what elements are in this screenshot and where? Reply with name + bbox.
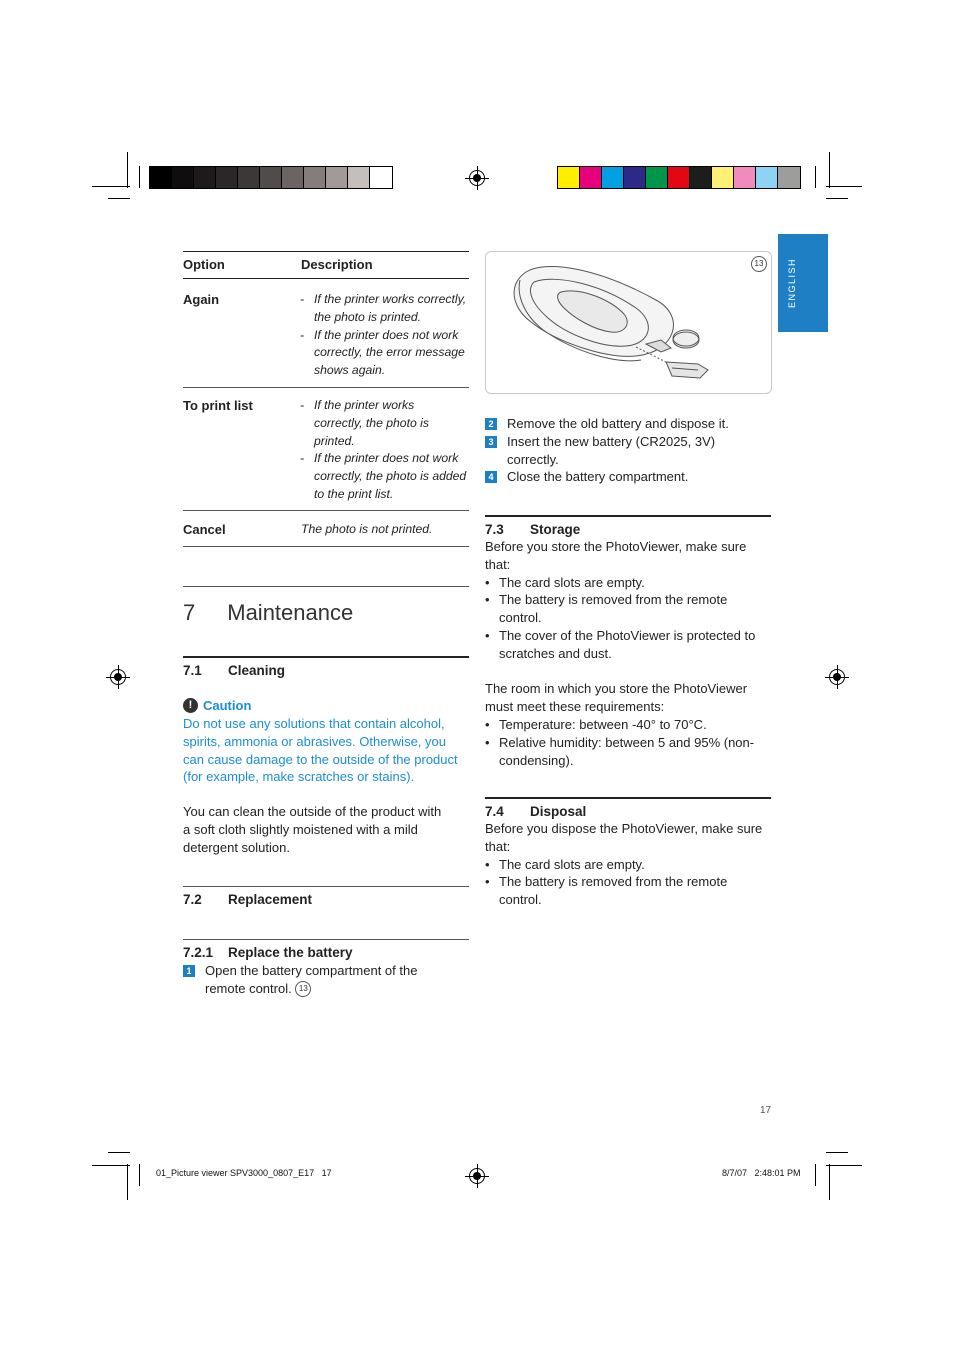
section-storage-heading: 7.3 Storage — [485, 522, 581, 537]
step-number-badge: 2 — [485, 418, 497, 430]
crop-mark — [815, 1164, 816, 1186]
table-header-option: Option — [183, 257, 225, 272]
chapter-number: 7 — [183, 600, 196, 625]
language-side-tab — [778, 234, 828, 332]
table-header-rule — [183, 278, 469, 279]
crop-mark — [826, 186, 862, 187]
grayscale-color-bar — [149, 166, 393, 189]
battery-step-3: 3 Insert the new battery (CR2025, 3V) correctly. — [485, 433, 775, 469]
cleaning-body: You can clean the outside of the product with a soft cloth slightly moistened with a mild detergent solution. — [183, 804, 442, 855]
color-swatch — [712, 167, 734, 188]
registration-mark-icon — [110, 669, 126, 685]
color-swatch — [172, 167, 194, 188]
color-swatch — [646, 167, 668, 188]
battery-steps-list — [485, 415, 775, 486]
color-swatch — [756, 167, 778, 188]
color-swatch — [282, 167, 304, 188]
color-swatch — [194, 167, 216, 188]
color-swatch — [690, 167, 712, 188]
section-rule — [183, 656, 469, 658]
disposal-body: Before you dispose the PhotoViewer, make sure that: • The card slots are empty. • The battery is removed from the remote control. — [485, 820, 775, 909]
caution-heading — [183, 697, 251, 715]
option-to-print-list-description: - If the printer works correctly, the photo is printed. - If the printer does not work correctly, the photo is added to the print list. — [300, 397, 475, 504]
crop-mark — [92, 1165, 130, 1166]
battery-step-1: 1 Open the battery compartment of the remote control. 13 — [183, 962, 473, 998]
remote-control-illustration — [486, 252, 771, 393]
crop-mark — [139, 1164, 140, 1186]
color-swatch — [348, 167, 370, 188]
chapter-title: Maintenance — [227, 600, 354, 625]
table-top-rule — [183, 251, 469, 252]
chapter-heading — [183, 600, 353, 626]
section-replace-battery-heading: 7.2.1 Replace the battery — [183, 945, 353, 960]
crop-mark — [829, 1164, 830, 1200]
section-rule — [183, 886, 469, 887]
color-swatch — [734, 167, 756, 188]
crop-mark — [826, 198, 848, 199]
battery-step-4: 4 Close the battery compartment. — [485, 468, 775, 486]
color-swatch — [580, 167, 602, 188]
crop-mark — [826, 1152, 848, 1153]
caution-title: Caution — [203, 698, 252, 713]
crop-mark — [127, 1164, 128, 1200]
crop-mark — [815, 166, 816, 188]
color-swatch — [238, 167, 260, 188]
crop-mark — [826, 1165, 862, 1166]
crop-mark — [92, 186, 130, 187]
step-number-badge: 3 — [485, 436, 497, 448]
color-swatch — [150, 167, 172, 188]
section-rule — [485, 515, 771, 517]
section-replacement-heading: 7.2 Replacement — [183, 892, 313, 907]
battery-step-2: 2 Remove the old battery and dispose it. — [485, 415, 775, 433]
crop-mark — [108, 198, 130, 199]
figure-number-badge: 13 — [751, 256, 767, 272]
caution-text: Do not use any solutions that contain alcohol, spirits, ammonia or abrasives. Otherwise, you can cause damage to the outside of the product (for example, make scratches or stains). — [183, 716, 458, 785]
table-row-rule — [183, 387, 469, 388]
chapter-rule — [183, 586, 469, 587]
option-cancel: Cancel — [183, 522, 226, 537]
registration-mark-icon — [469, 170, 485, 186]
option-cancel-description: The photo is not printed. — [301, 522, 433, 536]
registration-mark-icon — [469, 1168, 485, 1184]
crop-mark — [127, 152, 128, 188]
option-again-description: - If the printer works correctly, the photo is printed. - If the printer does not work correctly, the error message shows again. — [300, 291, 475, 380]
table-header-description: Description — [301, 257, 373, 272]
color-swatch — [558, 167, 580, 188]
step-number-badge: 4 — [485, 471, 497, 483]
caution-icon: ! — [183, 698, 198, 713]
step-number-badge: 1 — [183, 965, 195, 977]
color-swatch — [624, 167, 646, 188]
crop-mark — [829, 152, 830, 188]
page-number: 17 — [760, 1105, 772, 1116]
table-row-rule — [183, 510, 469, 511]
option-again: Again — [183, 292, 220, 307]
footer-file-info: 01_Picture viewer SPV3000_0807_E17 17 — [156, 1168, 332, 1178]
color-swatch — [668, 167, 690, 188]
color-swatch — [326, 167, 348, 188]
color-swatch — [216, 167, 238, 188]
crop-mark — [139, 166, 140, 188]
color-swatch — [602, 167, 624, 188]
footer-date: 8/7/07 2:48:01 PM — [722, 1168, 801, 1178]
section-disposal-heading: 7.4 Disposal — [485, 804, 587, 819]
color-swatch — [778, 167, 800, 188]
storage-body: Before you store the PhotoViewer, make sure that: • The card slots are empty. • The battery is removed from the remote control. • The cover of the PhotoViewer is protected to scratches and dust. The room in which you store the PhotoViewer must meet these requirements: • Temperature: between -40° to 70°C. • Relative humidity: between 5 and 95% (non- condensing). — [485, 538, 775, 769]
section-rule — [485, 797, 771, 799]
crop-mark — [108, 1152, 130, 1153]
option-to-print-list: To print list — [183, 398, 253, 413]
table-bottom-rule — [183, 546, 469, 547]
process-color-bar — [557, 166, 801, 189]
section-rule — [183, 939, 469, 940]
color-swatch — [260, 167, 282, 188]
color-swatch — [370, 167, 392, 188]
figure-reference-badge: 13 — [295, 981, 311, 997]
registration-mark-icon — [829, 669, 845, 685]
section-cleaning-heading: 7.1 Cleaning — [183, 663, 286, 678]
color-swatch — [304, 167, 326, 188]
battery-figure — [485, 251, 772, 394]
side-tab-label: ENGLISH — [787, 257, 798, 309]
